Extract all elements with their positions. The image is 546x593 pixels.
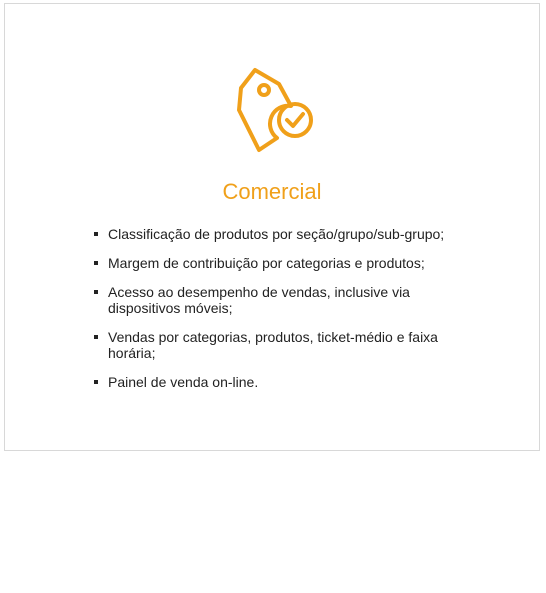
feature-card	[4, 3, 540, 451]
list-item-text: Margem de contribuição por categorias e produtos;	[108, 255, 425, 271]
list-item-text: Classificação de produtos por seção/grupo/sub-grupo;	[108, 226, 445, 242]
list-item-text: Vendas por categorias, produtos, ticket-médio e faixa horária;	[108, 329, 438, 361]
bullet-icon	[94, 261, 98, 265]
bullet-icon	[94, 380, 98, 384]
list-item	[93, 374, 473, 390]
list-item-text: Acesso ao desempenho de vendas, inclusive via dispositivos móveis;	[108, 284, 410, 316]
list-item	[93, 284, 473, 316]
list-item	[93, 255, 473, 271]
list-item-text: Painel de venda on-line.	[108, 374, 259, 390]
bullet-icon	[94, 232, 98, 236]
card-title: Comercial	[222, 179, 322, 204]
bullet-icon	[94, 290, 98, 294]
list-item	[93, 226, 473, 242]
list-item	[93, 329, 473, 361]
bullet-icon	[94, 335, 98, 339]
feature-list	[93, 226, 473, 403]
price-tag-check-icon	[233, 66, 317, 156]
